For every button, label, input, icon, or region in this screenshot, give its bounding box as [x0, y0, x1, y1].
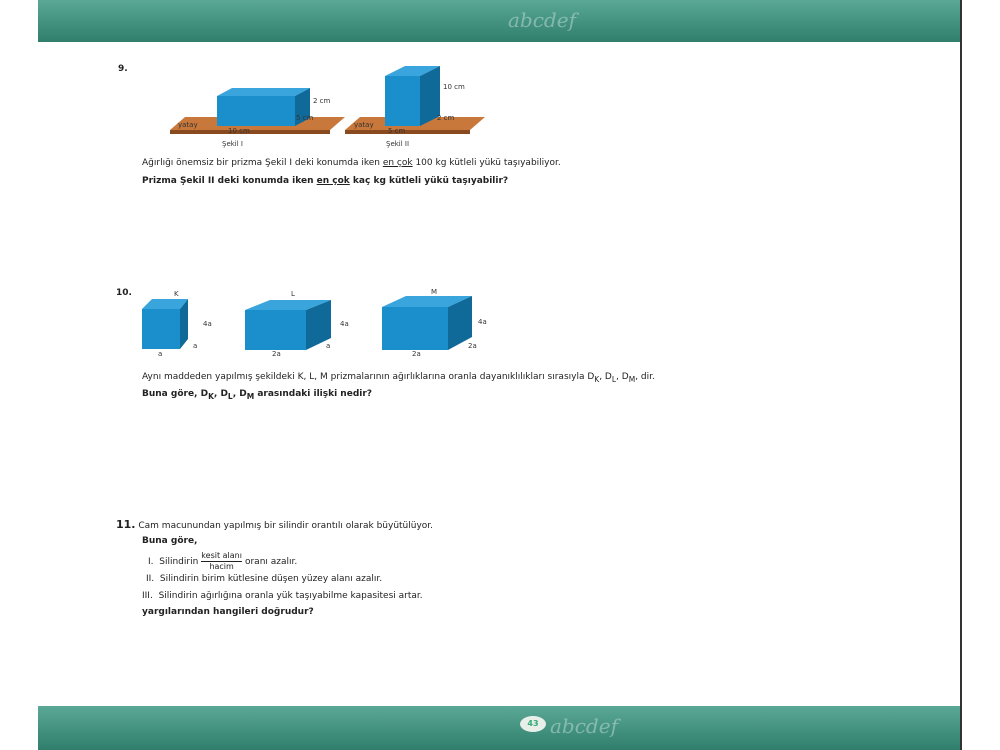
page-number: 43: [520, 716, 546, 732]
prism-k-label: K: [174, 290, 179, 298]
prism-m-depth: 2a: [468, 342, 477, 350]
fig2-width: 5 cm: [388, 127, 406, 135]
q9-question: Prizma Şekil II deki konumda iken en çok kaç kg kütleli yükü taşıyabilir?: [142, 176, 509, 186]
footer-decor-text: abcdef: [550, 714, 618, 738]
fig1-height: 2 cm: [313, 97, 331, 105]
fig2-depth: 2 cm: [437, 114, 455, 122]
q11-item-2: II. Silindirin birim kütlesine düşen yüzey alanı azalır.: [146, 574, 383, 584]
fig1-width: 10 cm: [228, 127, 250, 135]
prism-m-height: 4a: [478, 318, 487, 326]
fig1-surface: yatay: [178, 121, 198, 129]
footer-banner: [38, 706, 960, 750]
q9-text: Ağırlığı önemsiz bir prizma Şekil I deki konumda iken en çok 100 kg kütleli yükü taşıyabiliyor.: [142, 158, 561, 168]
q10-question: Buna göre, $D_K$, $D_L$, $D_M$ arasındaki ilişki nedir?: [142, 389, 373, 401]
fig2-surface: yatay: [354, 121, 374, 129]
prism-k-height: 4a: [203, 320, 212, 328]
q10-number: 10.: [116, 288, 132, 298]
prism-m-label: M: [431, 288, 438, 296]
q11-item-3: III. Silindirin ağırlığına oranla yük taşıyabilme kapasitesi artar.: [142, 591, 423, 601]
q11-intro: 11. Cam macunundan yapılmış bir silindir orantılı olarak büyütülüyor.: [116, 518, 434, 531]
q11-item-1: I. Silindirin $\frac{\text{kesit alanı}}{\text{hacim}}$ oranı azalır.: [148, 551, 298, 571]
fig2-caption: Şekil II: [386, 140, 410, 148]
q11-question: yargılarından hangileri doğrudur?: [142, 607, 314, 617]
q11-lead: Buna göre,: [142, 536, 198, 546]
page-border: [960, 0, 962, 750]
header-decor-text: abcdef: [508, 8, 576, 32]
q10-text: Aynı maddeden yapılmış şekildeki K, L, M prizmalarının ağırlıklarına oranla dayanıklılıkları sırasıyla $D_K$, $D_L$, $D_M$, dir.: [142, 372, 655, 384]
header-banner: [38, 0, 960, 42]
prism-m-width: 2a: [412, 350, 421, 358]
prism-k-depth: a: [193, 342, 198, 350]
fig1-caption: Şekil I: [222, 140, 243, 148]
prism-l-label: L: [291, 290, 295, 298]
prism-l-height: 4a: [340, 320, 349, 328]
prism-k-width: a: [158, 350, 163, 358]
q9-figures: [165, 62, 495, 152]
prism-l-width: 2a: [272, 350, 281, 358]
q9-number: 9.: [118, 64, 128, 74]
fig1-depth: 5 cm: [296, 114, 314, 122]
prism-l-depth: a: [326, 342, 331, 350]
fig2-height: 10 cm: [443, 83, 465, 91]
